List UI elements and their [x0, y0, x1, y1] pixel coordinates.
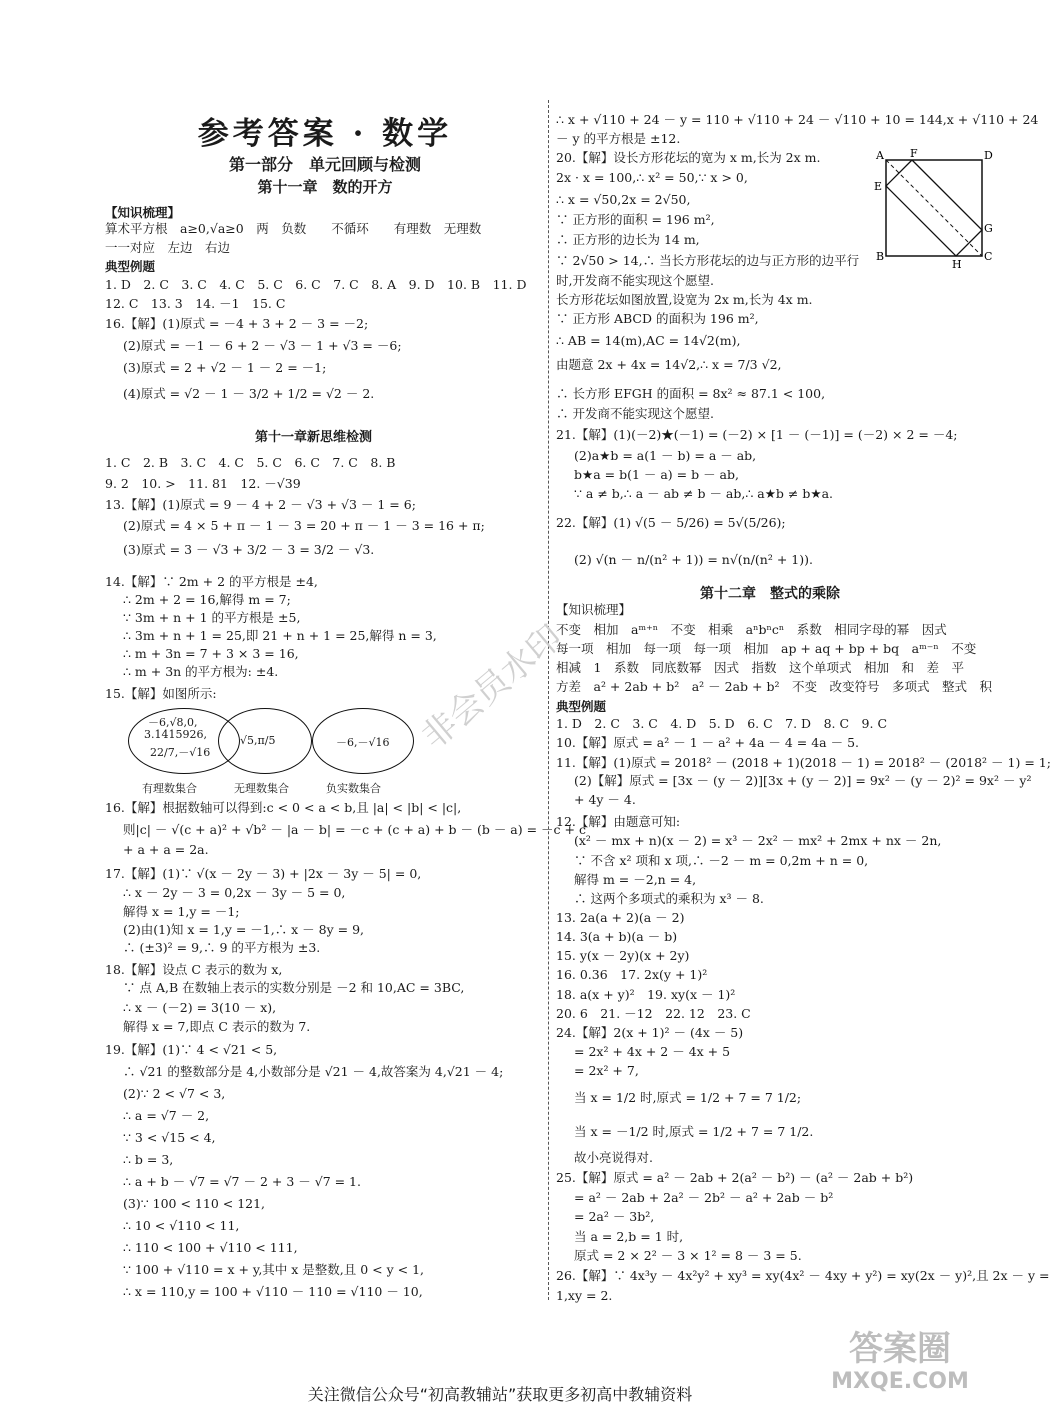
watermark: 非会员水印	[414, 617, 571, 758]
answer-line: 【知识梳理】	[556, 602, 632, 617]
set-label: 负实数集合	[326, 782, 381, 795]
answer-line: 不变 相加 aᵐ⁺ⁿ 不变 相乘 aⁿbⁿcⁿ 系数 相同字母的幂 因式	[556, 622, 947, 637]
answer-line: 解得 m = －2,n = 4,	[574, 872, 697, 887]
answer-line: (2)原式 = 4 × 5 + π － 1 － 3 = 20 + π － 1 － 3 = 16 + π;	[123, 518, 485, 533]
answer-line: ∴ (±3)² = 9,∴ 9 的平方根为 ±3.	[123, 940, 321, 955]
answer-line: 12. C 13. 3 14. －1 15. C	[105, 296, 286, 311]
answer-line: ∴ 正方形的边长为 14 m,	[556, 232, 700, 247]
answer-line: 长方形花坛如图放置,设宽为 2x m,长为 4x m.	[556, 292, 813, 307]
answer-line: 19.【解】(1)∵ 4 < √21 < 5,	[105, 1042, 278, 1057]
answer-line: 13.【解】(1)原式 = 9 － 4 + 2 － √3 + √3 － 1 = 6;	[105, 497, 416, 512]
answer-line: (x² － mx + n)(x － 2) = x³ － 2x² － mx² + 2mx + nx － 2n,	[574, 833, 942, 848]
answer-line: (2)a★b = a(1 － b) = a － ab,	[574, 448, 757, 463]
answer-line: ∴ x + √110 + 24 － y = 110 + √110 + 24 － √110 + 10 = 144,x + √110 + 24	[556, 112, 1039, 127]
answer-line: 22.【解】(1) √(5 － 5/26) = 5√(5/26);	[556, 515, 786, 530]
square-rectangle-figure	[872, 148, 996, 270]
answer-line: 由题意 2x + 4x = 14√2,∴ x = 7/3 √2,	[556, 357, 782, 372]
answer-line: (4)原式 = √2 － 1 － 3/2 + 1/2 = √2 － 2.	[123, 386, 375, 401]
answer-line: ∵ a ≠ b,∴ a － ab ≠ b － ab,∴ a★b ≠ b★a.	[574, 486, 833, 501]
page-title: 参考答案 · 数学	[197, 116, 453, 152]
answer-line: 16.【解】(1)原式 = －4 + 3 + 2 － 3 = －2;	[105, 316, 369, 331]
answer-line: ∵ 正方形的面积 = 196 m²,	[556, 212, 715, 227]
answer-line: 解得 x = 7,即点 C 表示的数为 7.	[123, 1019, 311, 1034]
answer-line: 24.【解】2(x + 1)² － (4x － 5)	[556, 1025, 744, 1040]
answer-line: (3)原式 = 3 － √3 + 3/2 － 3 = 3/2 － √3.	[123, 542, 375, 557]
answer-line: (2)∵ 2 < √7 < 3,	[123, 1086, 226, 1101]
answer-line: ∴ m + 3n = 7 + 3 × 3 = 16,	[123, 646, 299, 661]
svg-text:MXQE.COM: MXQE.COM	[831, 1369, 969, 1394]
answer-line: 解得 x = 1,y = －1;	[123, 904, 240, 919]
answer-line: 2x · x = 100,∴ x² = 50,∵ x > 0,	[556, 170, 748, 185]
answer-line: 12.【解】由题意可知:	[556, 814, 681, 829]
answer-line: 1. D 2. C 3. C 4. D 5. D 6. C 7. D 8. C 9. C	[556, 716, 888, 731]
column-divider	[548, 100, 549, 1300]
answer-line: ∴ 110 < 100 + √110 < 111,	[123, 1240, 298, 1255]
svg-text:答案圈: 答案圈	[849, 1329, 951, 1369]
answer-line: 17.【解】(1)∵ √(x － 2y － 3) + |2x － 3y － 5| = 0,	[105, 866, 422, 881]
answer-line: 【知识梳理】	[105, 205, 181, 220]
answer-line: 每一项 相加 每一项 每一项 相加 ap + aq + bp + bq aᵐ⁻ⁿ 不变	[556, 641, 977, 656]
answer-line: ∴ m + 3n 的平方根为: ±4.	[123, 664, 279, 679]
answer-line: 18.【解】设点 C 表示的数为 x,	[105, 962, 283, 977]
answer-line: ∵ 2√50 > 14,∴ 当长方形花坛的边与正方形的边平行	[556, 253, 860, 268]
answer-line: 算术平方根 a≥0,√a≥0 两 负数 不循环 有理数 无理数	[105, 221, 482, 236]
answer-line: 26.【解】∵ 4x³y － 4x²y² + xy³ = xy(4x² － 4xy + y²) = xy(2x － y)²,且 2x － y =	[556, 1268, 1050, 1283]
answer-line: 20.【解】设长方形花坛的宽为 x m,长为 2x m.	[556, 150, 821, 165]
answer-line: 16. 0.36 17. 2x(y + 1)²	[556, 967, 708, 982]
vertex-label: E	[874, 180, 883, 193]
answer-line: (3)∵ 100 < 110 < 121,	[123, 1196, 266, 1211]
vertex-label: B	[876, 250, 885, 263]
answer-line: = a² － 2ab + 2a² － 2b² － a² + 2ab － b²	[574, 1190, 834, 1205]
answer-line: 当 x = 1/2 时,原式 = 1/2 + 7 = 7 1/2;	[574, 1090, 802, 1105]
answer-line: 14.【解】∵ 2m + 2 的平方根是 ±4,	[105, 574, 318, 589]
answer-line: 原式 = 2 × 2² － 3 × 1² = 8 － 3 = 5.	[574, 1248, 802, 1263]
section-heading-left: 第十一章新思维检测	[255, 430, 373, 445]
answer-line: (2)由(1)知 x = 1,y = －1,∴ x － 8y = 9,	[123, 922, 365, 937]
set-label: 无理数集合	[234, 782, 289, 795]
answer-line: ∵ 点 A,B 在数轴上表示的实数分别是 －2 和 10,AC = 3BC,	[123, 980, 465, 995]
negative-set-item: －6,－√16	[336, 736, 390, 749]
set-label: 有理数集合	[142, 782, 197, 795]
answer-line: ∴ 开发商不能实现这个愿望.	[556, 406, 714, 421]
answer-line: ∵ 正方形 ABCD 的面积为 196 m²,	[556, 311, 759, 326]
answer-line: － y 的平方根是 ±12.	[556, 131, 681, 146]
answer-line: 故小亮说得对.	[574, 1150, 653, 1165]
answer-line: 18. a(x + y)² 19. xy(x － 1)²	[556, 987, 736, 1002]
vertex-label: C	[984, 250, 993, 263]
answer-line: ∴ x － 2y － 3 = 0,2x － 3y － 5 = 0,	[123, 885, 346, 900]
answer-line: 当 a = 2,b = 1 时,	[574, 1229, 684, 1244]
answer-line: ∴ x = 110,y = 100 + √110 － 110 = √110 － 10,	[123, 1284, 423, 1299]
answer-line: ∴ x － (－2) = 3(10 － x),	[123, 1000, 277, 1015]
chapter-title: 第十一章 数的开方	[257, 178, 393, 196]
answer-line: ∵ 100 + √110 = x + y,其中 x 是整数,且 0 < y < 1,	[123, 1262, 425, 1277]
answer-line: (2)原式 = －1 － 6 + 2 － √3 － 1 + √3 = －6;	[123, 338, 402, 353]
answer-line: ∴ √21 的整数部分是 4,小数部分是 √21 － 4,故答案为 4,√21 － 4;	[123, 1064, 504, 1079]
irrational-set-item: √5,π/5	[240, 734, 276, 747]
answer-line: 一一对应 左边 右边	[105, 240, 231, 255]
section-heading-right: 第十二章 整式的乘除	[700, 586, 840, 602]
answer-line: = 2x² + 7,	[574, 1063, 639, 1078]
answer-line: ∵ 不含 x² 项和 x 项,∴ －2 － m = 0,2m + n = 0,	[574, 853, 869, 868]
answer-line: (2) √(n － n/(n² + 1)) = n√(n/(n² + 1)).	[574, 552, 813, 567]
answer-line: 21.【解】(1)(－2)★(－1) = (－2) × [1 － (－1)] = (－2) × 2 = －4;	[556, 427, 958, 442]
answer-line: ∴ x = √50,2x = 2√50,	[556, 192, 691, 207]
answer-line: ∴ a + b － √7 = √7 － 2 + 3 － √7 = 1.	[123, 1174, 361, 1189]
answer-line: ∴ 2m + 2 = 16,解得 m = 7;	[123, 592, 291, 607]
answer-line: 11.【解】(1)原式 = 2018² － (2018 + 1)(2018 － 1) = 2018² － (2018² － 1) = 1;	[556, 755, 1051, 770]
answer-line: 1,xy = 2.	[556, 1288, 613, 1303]
answer-line: ∴ b = 3,	[123, 1152, 174, 1167]
answer-line: 相减 1 系数 同底数幂 因式 指数 这个单项式 相加 和 差 平	[556, 660, 964, 675]
answer-line: ∴ 10 < √110 < 11,	[123, 1218, 240, 1233]
answer-line: 1. D 2. C 3. C 4. C 5. C 6. C 7. C 8. A 9. D 10. B 11. D	[105, 277, 527, 292]
answer-line: 1. C 2. B 3. C 4. C 5. C 6. C 7. C 8. B	[105, 455, 396, 470]
answer-line: 当 x = －1/2 时,原式 = 1/2 + 7 = 7 1/2.	[574, 1124, 814, 1139]
answer-line: ∴ 长方形 EFGH 的面积 = 8x² ≈ 87.1 < 100,	[556, 386, 826, 401]
answer-line: (3)原式 = 2 + √2 － 1 － 2 = －1;	[123, 360, 327, 375]
answer-line: 15.【解】如图所示:	[105, 686, 217, 701]
answer-line: 13. 2a(a + 2)(a － 2)	[556, 910, 685, 925]
footer-note: 关注微信公众号“初高教辅站”获取更多初高中教辅资料	[307, 1385, 693, 1404]
answer-line: ∴ a = √7 － 2,	[123, 1108, 210, 1123]
answer-line: 典型例题	[556, 699, 607, 714]
answer-line: (2)【解】原式 = [3x － (y － 2)][3x + (y － 2)] = 9x² － (y － 2)² = 9x² － y²	[574, 773, 1032, 788]
answer-line: + 4y － 4.	[574, 792, 636, 807]
answer-line: b★a = b(1 － a) = b － ab,	[574, 467, 739, 482]
answer-line: ∴ 这两个多项式的乘积为 x³ － 8.	[574, 891, 764, 906]
answer-line: 9. 2 10. > 11. 81 12. －√39	[105, 476, 301, 491]
answer-line: 方差 a² + 2ab + b² a² － 2ab + b² 不变 改变符号 多项式 整式 积	[556, 679, 992, 694]
answer-line: ∴ 3m + n + 1 = 25,即 21 + n + 1 = 25,解得 n = 3,	[123, 628, 437, 643]
rational-set-item: 3.1415926,	[144, 728, 207, 741]
answer-line: 16.【解】根据数轴可以得到:c < 0 < a < b,且 |a| < |b| < |c|,	[105, 800, 462, 815]
answer-line: 25.【解】原式 = a² － 2ab + 2(a² － b²) － (a² － 2ab + b²)	[556, 1170, 914, 1185]
answer-line: 15. y(x － 2y)(x + 2y)	[556, 948, 690, 963]
answer-line: 则|c| － √(c + a)² + √b² － |a － b| = －c + (c + a) + b － (b － a) = －c + c	[123, 822, 586, 837]
rational-set-item: 22/7,－√16	[150, 746, 211, 759]
vertex-label: H	[952, 258, 962, 271]
answer-line: + a + a = 2a.	[123, 842, 209, 857]
answer-line: = 2x² + 4x + 2 － 4x + 5	[574, 1044, 731, 1059]
answer-line: 10.【解】原式 = a² － 1 － a² + 4a － 4 = 4a － 5.	[556, 735, 859, 750]
answer-line: 14. 3(a + b)(a － b)	[556, 929, 678, 944]
vertex-label: G	[984, 222, 993, 235]
answer-line: 典型例题	[105, 259, 156, 274]
vertex-label: F	[910, 147, 918, 160]
answer-line: 20. 6 21. －12 22. 12 23. C	[556, 1006, 751, 1021]
answer-line: ∵ 3m + n + 1 的平方根是 ±5,	[123, 610, 301, 625]
vertex-label: D	[984, 149, 993, 162]
rational-set-item: －6,√8,0,	[148, 716, 198, 729]
answer-line: 时,开发商不能实现这个愿望.	[556, 273, 714, 288]
answer-line: ∴ AB = 14(m),AC = 14√2(m),	[556, 333, 741, 348]
part-title: 第一部分 单元回顾与检测	[228, 155, 421, 174]
answer-line: = 2a² － 3b²,	[574, 1209, 655, 1224]
answer-line: ∵ 3 < √15 < 4,	[123, 1130, 216, 1145]
vertex-label: A	[876, 149, 884, 162]
